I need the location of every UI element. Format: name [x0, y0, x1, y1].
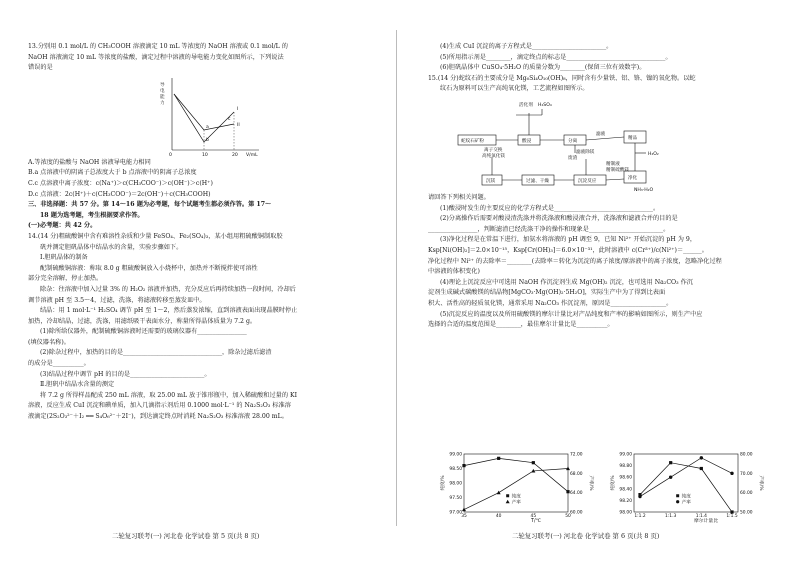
- q15-process-flow: [456, 95, 726, 193]
- x-axis-label: 摩尔计量比: [694, 519, 718, 524]
- y2-tick-label: 80.00: [740, 452, 753, 458]
- flow-label: 离子交换: [484, 147, 503, 153]
- right-page: [428, 42, 788, 331]
- q14-line: 溶液，反应生成 CuI 沉淀和碘单质，加入几滴指示剂后用 0.1000 mol·L⁻¹ 的 Na₂S₂O₃ 标准溶: [28, 402, 291, 410]
- q14-cont-line: (5)所用指示剂是________，滴定终点的标志是________________________________。: [440, 53, 672, 61]
- y-axis-label: 纯度/%: [611, 475, 616, 491]
- q14-line: 除杂：往溶液中加入过量 3% 的 H₂O₂ 溶液并加热，充分反应后再持续加热一段时间，冷却后: [40, 285, 296, 293]
- q14-line: 调节溶液 pH 至 3.5～4，过滤，洗涤，将滤液转移至蒸发皿中。: [28, 296, 206, 304]
- flow-box-label: 沉镁: [486, 178, 496, 184]
- q13-point-label: b: [206, 137, 209, 143]
- y-tick-label: 98.00: [449, 481, 462, 487]
- q14-line: 配制硫酸铜溶液：称取 8.0 g 粗硫酸铜放入小烧杯中，加热并不断搅拌使可溶性: [40, 264, 258, 272]
- q13-tick: 20: [232, 152, 238, 158]
- q14-body: [28, 232, 388, 423]
- q13-curve-1: [174, 94, 234, 142]
- x-tick-label: 1:1.4: [695, 514, 707, 519]
- q14-line: 14.(14 分)粗硫酸铜中含有难溶性杂质和少量 FeSO₄、Fe₂(SO₄)₃，某小组用粗硫酸铜制取胶: [28, 232, 283, 240]
- series-point-产率: [497, 491, 501, 495]
- q13-ylabel: 导: [160, 82, 165, 88]
- y2-tick-label: 50.00: [740, 510, 753, 516]
- q14-part-heading: Ⅱ.胆矾中结晶水含量的测定: [40, 381, 115, 389]
- y2-tick-label: 64.00: [570, 491, 583, 497]
- legend-marker: [506, 494, 509, 497]
- y2-tick-label: 60.00: [740, 491, 753, 497]
- flow-box-label: 精品: [628, 135, 638, 141]
- x-tick-label: 45: [530, 514, 537, 519]
- q15-line: 净化过程中 Ni²⁺ 的去除率＝________(去除率＝转化为沉淀的离子浓度/原溶液中的离子浓度，忽略净化过程: [428, 257, 722, 265]
- q14-part-heading: Ⅰ.胆矾晶体的制备: [40, 254, 88, 262]
- x-tick-label: 35: [461, 514, 467, 519]
- y2-tick-label: 68.00: [570, 471, 583, 477]
- flow-label: 滤液: [596, 131, 606, 137]
- flow-label: 高纯氧化镁: [482, 153, 505, 159]
- flow-box-label: 酸浸: [522, 138, 532, 144]
- y-tick-label: 97.00: [449, 510, 462, 516]
- q13-conductivity-figure: [154, 74, 264, 158]
- legend-marker: [676, 494, 679, 497]
- q15-line: 积大、活性高的轻质氧化镁，通常采用 Na₂CO₃ 作沉淀剂，原因是__________________。: [428, 299, 673, 307]
- q15-line: (4)理论上沉淀反应中可选用 NaOH 作沉淀剂生成 Mg(OH)₂ 沉淀，也可选用 Na₂CO₃ 作沉: [440, 278, 693, 286]
- section3-subheading: (一)必考题：共 42 分。: [28, 222, 97, 230]
- q13-options: [28, 158, 388, 200]
- y-axis-label: 纯度/%: [441, 475, 446, 491]
- legend-label: 产率: [681, 500, 691, 506]
- right-page-footer: 二轮复习联考(一) 河北卷 化学试卷 第 6 页(共 8 页): [512, 532, 660, 540]
- series-point-纯度: [566, 490, 569, 493]
- series-point-纯度: [730, 510, 733, 513]
- q15-line: (3)净化过程是在常温下进行，加氨水将溶液的 pH 调至 9，已知 Ni²⁺ 开始沉淀的 pH 为 9，: [440, 236, 697, 244]
- q14-line: 加热，冷却结晶，过滤，洗涤，用滤纸吸干表面水分，称量所得晶体质量为 7.2 g。: [28, 317, 257, 325]
- q14-line: 矾并测定胆矾晶体中结晶水的含量，实验步骤如下。: [40, 243, 183, 251]
- q13-line: 错误的是: [28, 64, 53, 72]
- q15-line: 淀剂生成碱式碳酸镁的结晶物[MgCO₃·Mg(OH)₂·5H₂O]，实际生产中为了得到比表面: [428, 289, 666, 297]
- q14-line: 结晶：用 1 mol·L⁻¹ H₂SO₄ 调节 pH 至 1～2，然后蒸发浓缩，直到溶液表面出现晶膜时停止: [40, 307, 298, 315]
- flow-label: NH₃·H₂O: [634, 187, 654, 193]
- q13-curve-2: [174, 94, 234, 130]
- q13-stem: [28, 42, 388, 74]
- series-point-纯度: [532, 461, 535, 464]
- y-tick-label: 98.20: [619, 498, 632, 504]
- left-page: [28, 42, 388, 423]
- series-point-产率: [700, 456, 703, 459]
- q13-curve-label: II: [237, 122, 240, 128]
- q13-option: D.c 点溶液：2c(H⁺)＋c(CH₃COO⁻)＝2c(OH⁻)＋c(CH₃COOH): [28, 190, 211, 198]
- y-tick-label: 98.60: [619, 475, 632, 481]
- flow-box-label: 蛇纹石矿粉: [461, 138, 484, 144]
- q15-line: Ksp[Ni(OH)₂]＝2.0×10⁻¹⁵，Ksp[Cr(OH)₃]＝6.0×10⁻³¹，此时溶液中 c(Cr³⁺)/c(Ni²⁺)＝______。: [428, 246, 708, 254]
- q13-curve-label: I: [237, 106, 239, 112]
- q14-line: 液滴定(2S₂O₃²⁻＋I₂ ══ S₄O₆²⁻＋2I⁻)，到达滴定终点时消耗 Na₂S₂O₃ 标准溶液 28.00 mL。: [28, 413, 288, 421]
- q14-cont-line: (6)胆矾晶体中 CuSO₄·5H₂O 的质量分数为________(保留三位有效数字)。: [440, 64, 646, 72]
- series-point-产率: [730, 472, 733, 475]
- series-point-纯度: [497, 457, 500, 460]
- section3-heading: 18 题为选考题，考生根据要求作答。: [40, 211, 144, 219]
- x-tick-label: 1:1.3: [665, 514, 677, 519]
- q15-line: ________________，判断滤渣已经洗涤干净的操作和现象是________________________。: [428, 225, 670, 233]
- q13-point-label: c: [228, 116, 231, 122]
- q13-option: B.a 点溶液中的阴离子总浓度大于 b 点溶液中的阴离子总浓度: [28, 169, 197, 177]
- y-tick-label: 97.50: [449, 496, 462, 501]
- series-line-纯度: [464, 458, 568, 491]
- series-point-纯度: [462, 464, 465, 467]
- q13-xlabel: V/mL: [246, 152, 258, 158]
- x-axis-label: T/℃: [531, 519, 541, 524]
- flow-label: H₂O₂: [648, 151, 659, 157]
- series-point-产率: [462, 508, 466, 512]
- q15-intro: 纹石为原料可以生产高纯氧化镁，工艺流程如图所示。: [440, 85, 589, 93]
- x-tick-label: 1:1.5: [726, 514, 738, 519]
- y2-tick-label: 70.00: [740, 471, 753, 477]
- q13-point-label: a: [206, 124, 209, 130]
- q13-ylabel: 力: [160, 100, 165, 106]
- legend-marker: [506, 500, 510, 504]
- legend-label: 纯度: [681, 494, 691, 500]
- q13-tick: 0: [169, 152, 172, 158]
- flow-label: 精制液: [606, 161, 620, 167]
- section3-heading: 三、非选择题：共 57 分。第 14～16 题为必考题，每个试题考生都必须作答。第 17～: [28, 201, 272, 209]
- series-point-纯度: [669, 461, 672, 464]
- q14-line: 将 7.2 g 所得样品配成 250 mL 溶液，取 25.00 mL 放于锥形瓶中，加入稀硫酸和过量的 KI: [40, 391, 298, 399]
- y2-tick-label: 60.00: [570, 510, 583, 516]
- flow-box-label: 过滤、干燥: [526, 178, 549, 184]
- left-page-footer: 二轮复习联考(一) 河北卷 化学试卷 第 5 页(共 8 页): [112, 532, 260, 540]
- q15-line: 请回答下列相关问题。: [428, 193, 490, 201]
- q15-line: 中溶液的体积变化): [428, 268, 480, 276]
- x-tick-label: 40: [495, 514, 502, 519]
- series-point-纯度: [700, 467, 703, 470]
- y-tick-label: 98.00: [619, 510, 632, 516]
- q14-line: (1)除所给仪器外，配制硫酸铜溶液时还需要的玻璃仪器有________________: [40, 328, 247, 336]
- q14-cont-line: (4)生成 CuI 沉淀的离子方程式是________________________。: [440, 43, 613, 50]
- y2-tick-label: 72.00: [570, 452, 583, 458]
- q13-option: C.c 点溶液中离子浓度：c(Na⁺)＞c(CH₃COO⁻)＞c(OH⁻)＞c(H⁺): [28, 179, 213, 187]
- q14-line: (填仪器名称)。: [28, 338, 70, 346]
- flow-box-label: 沉淀反应: [578, 178, 597, 184]
- series-line-产率: [640, 458, 732, 500]
- y-tick-label: 98.40: [619, 487, 632, 493]
- q13-ylabel: 能: [160, 94, 165, 100]
- q13-line: NaOH 溶液滴定 10 mL 等浓度的盐酸，滴定过程中溶液的导电能力变化如图所示，下列说法: [28, 53, 284, 61]
- q15-line: (1)酸浸时发生的主要反应的化学方程式是________________________________。: [440, 204, 660, 212]
- flow-box-label: 净化: [628, 175, 638, 181]
- flow-label: H₂SO₄: [538, 102, 552, 108]
- q13-option: A.等浓度的盐酸与 NaOH 溶液导电能力相同: [28, 158, 151, 166]
- y-tick-label: 98.50: [449, 467, 462, 472]
- q13-line: 13.分别用 0.1 mol/L 的 CH₃COOH 溶液滴定 10 mL 等浓度的 NaOH 溶液或 0.1 mol/L 的: [28, 43, 288, 50]
- y-tick-label: 99.00: [449, 452, 462, 458]
- q13-tick: 10: [202, 152, 208, 158]
- q15-charts: [438, 448, 768, 528]
- q14-line: (2)除杂过程中，加热的目的是________________________________，除杂过滤后滤渣: [40, 349, 272, 357]
- y-tick-label: 98.80: [619, 464, 632, 470]
- flow-label: 精制硫酸镁: [606, 167, 629, 173]
- series-point-产率: [669, 476, 672, 479]
- legend-label: 纯度: [511, 494, 521, 500]
- center-divider: [396, 30, 397, 526]
- q15-line: 选择的合适的温度范围是________，最佳摩尔计量比是__________。: [428, 321, 614, 329]
- q15-intro: 15.(14 分)蛇纹石的主要成分是 Mg₆Si₄O₁₀(OH)₈，同时含有少量铁、铝、铬、镍的氧化物。以蛇: [428, 74, 696, 82]
- y2-axis-label: 产率/%: [588, 475, 593, 491]
- legend-marker: [676, 500, 679, 503]
- flow-label: 废渣: [568, 155, 578, 161]
- q15-questions: [428, 193, 788, 331]
- q14-line: (3)结晶过程中调节 pH 的目的是________________________。: [40, 370, 211, 378]
- series-point-产率: [638, 495, 641, 498]
- q15-line: (2)分离操作后需要对酸浸渣洗涤并将洗涤液和酸浸液合并，洗涤液和滤液合并的目的是: [440, 215, 678, 223]
- q15-line: (5)沉淀反应的温度以及所用硫酸镁的摩尔计量比对产品纯度和产率的影响如图所示，则生产中应: [440, 310, 703, 318]
- flow-label: 活化剂: [519, 102, 533, 108]
- y-tick-label: 99.00: [619, 452, 632, 458]
- q13-ylabel: 电: [160, 88, 165, 94]
- x-tick-label: 50: [565, 514, 571, 519]
- q14-line: 部分完全溶解，停止加热。: [28, 275, 103, 283]
- x-tick-label: 1:1.2: [634, 514, 646, 519]
- y2-axis-label: 产率/%: [758, 475, 763, 491]
- legend-label: 产率: [511, 500, 521, 506]
- flow-label: 滤液除镁: [576, 149, 595, 155]
- q14-line: 的成分是__________。: [28, 360, 90, 368]
- flow-box-label: 分离: [568, 138, 578, 144]
